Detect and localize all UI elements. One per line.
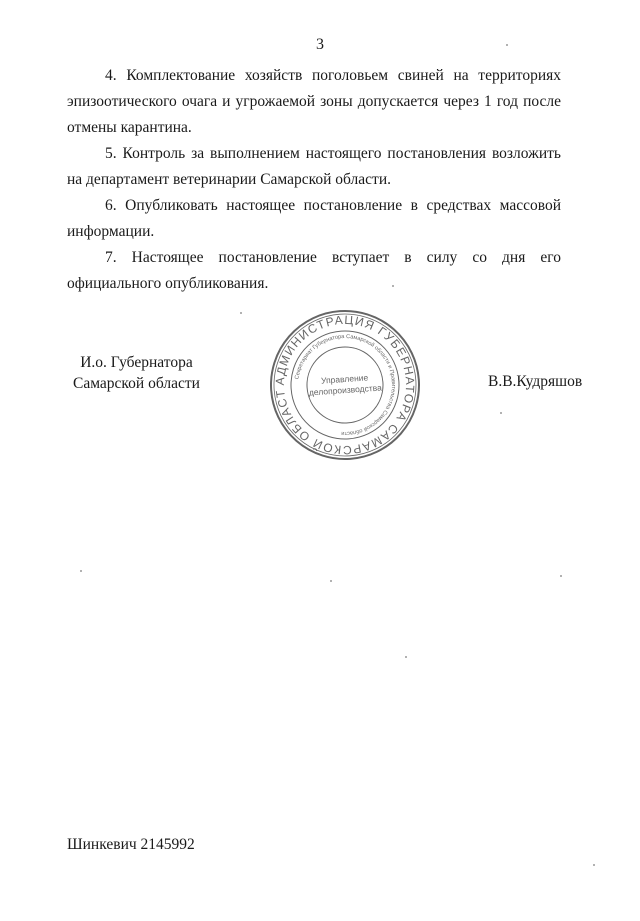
signer-title <box>73 352 200 394</box>
page-number: 3 <box>316 36 324 53</box>
seal-graphic <box>263 303 427 467</box>
signer-title-line-1: И.о. Губернатора <box>80 354 193 371</box>
paragraph-6: 6. Опубликовать настоящее постановление в средствах массовой информации. <box>67 197 561 240</box>
paragraph-5: 5. Контроль за выполнением настоящего постановления возложить на департамент ветеринарии Самарской области. <box>67 145 561 188</box>
scan-speck <box>500 412 502 414</box>
seal-outer-text: АДМИНИСТРАЦИЯ ГУБЕРНАТОРА САМАРСКОЙ ОБЛАСТИ <box>262 302 418 458</box>
seal-center-line-2: делопроизводства <box>308 382 383 398</box>
scan-speck <box>506 44 508 46</box>
scan-speck <box>392 285 394 287</box>
scan-speck <box>240 312 242 314</box>
seal-center-line-1: Управление <box>320 372 369 386</box>
scan-speck <box>405 656 407 658</box>
scan-speck <box>330 580 332 582</box>
scan-speck <box>80 570 82 572</box>
signer-title-line-2: Самарской области <box>73 375 200 392</box>
signer-name: В.В.Кудряшов <box>488 373 583 390</box>
scan-speck <box>560 575 562 577</box>
paragraph-4: 4. Комплектование хозяйств поголовьем свиней на территориях эпизоотического очага и угрожаемой зоны допускается через 1 год после отмены карантина. <box>67 67 561 136</box>
official-seal <box>263 303 427 467</box>
seal-inner-text: Секретариат Губернатора Самарской области и Правительства Самарской области <box>294 333 397 437</box>
executor-contact: Шинкевич 2145992 <box>67 836 195 853</box>
scan-speck <box>593 864 595 866</box>
paragraph-7: 7. Настоящее постановление вступает в силу со дня его официального опубликования. <box>67 249 561 292</box>
